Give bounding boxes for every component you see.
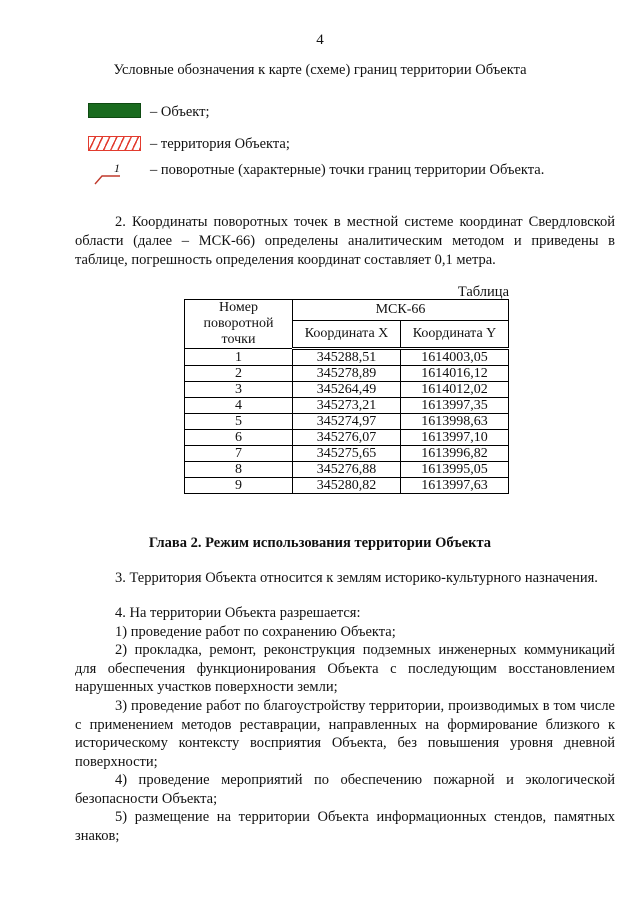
body-para-3: 3. Территория Объекта относится к землям историко-культурного назначения.: [115, 570, 598, 586]
table-row: [185, 366, 509, 382]
cell-n: 2: [185, 366, 293, 382]
table-row: [185, 349, 509, 366]
cell-y: 1613997,10: [401, 430, 509, 446]
cell-x: 345264,49: [293, 382, 401, 398]
body-item-5: 5) размещение на территории Объекта информационных стендов, памятных знаков;: [75, 809, 615, 844]
chapter-title: Глава 2. Режим использования территории Объекта: [148, 535, 492, 551]
cell-x: 345276,07: [293, 430, 401, 446]
cell-n: 5: [185, 414, 293, 430]
header-system: МСК-66: [293, 300, 509, 321]
body-item-4: 4) проведение мероприятий по обеспечению пожарной и экологической безопасности Объекта;: [75, 772, 615, 807]
body-item-1: 1) проведение работ по сохранению Объекта;: [115, 624, 396, 640]
cell-n: 4: [185, 398, 293, 414]
table-row: [185, 462, 509, 478]
cell-x: 345275,65: [293, 446, 401, 462]
cell-y: 1614003,05: [401, 349, 509, 366]
cell-x: 345288,51: [293, 349, 401, 366]
paragraph-2-text: 2. Координаты поворотных точек в местной системе координат Свердловской области (далее – МСК-66) определены аналитическим методом и приведены в таблице, погрешность определения координат составляет 0,1 метра.: [75, 214, 615, 268]
cell-y: 1613998,63: [401, 414, 509, 430]
legend-points-label: – поворотные (характерные) точки границ территории Объекта.: [150, 162, 545, 178]
table-caption: Таблица: [457, 284, 509, 300]
cell-x: 345274,97: [293, 414, 401, 430]
legend-title: Условные обозначения к карте (схеме) границ территории Объекта: [113, 62, 527, 78]
cell-n: 7: [185, 446, 293, 462]
cell-x: 345278,89: [293, 366, 401, 382]
cell-n: 8: [185, 462, 293, 478]
cell-n: 1: [185, 349, 293, 366]
header-point-number: Номер поворотной точки: [185, 300, 293, 349]
cell-n: 9: [185, 478, 293, 494]
turning-point-symbol-icon: [92, 160, 132, 188]
page-number: 4: [316, 32, 324, 48]
header-coord-x: Координата X: [293, 321, 401, 349]
green-fill-swatch-icon: [88, 103, 141, 118]
legend-territory-label: – территория Объекта;: [150, 136, 290, 152]
table-row: [185, 478, 509, 494]
cell-y: 1613996,82: [401, 446, 509, 462]
cell-y: 1614016,12: [401, 366, 509, 382]
legend-object-label: – Объект;: [150, 104, 210, 120]
cell-y: 1613995,05: [401, 462, 509, 478]
cell-x: 345273,21: [293, 398, 401, 414]
cell-n: 6: [185, 430, 293, 446]
table-row: [185, 446, 509, 462]
cell-n: 3: [185, 382, 293, 398]
body-item-3: 3) проведение работ по благоустройству территории, производимых в том числе с применением методов реставрации, направленных на формирование близкого к историческому контексту восприятия Объекта, без повышения уровня дневной поверхности;: [75, 698, 615, 770]
table-row: [185, 398, 509, 414]
cell-y: 1613997,63: [401, 478, 509, 494]
body-para-4: 4. На территории Объекта разрешается:: [115, 605, 361, 621]
body-item-2: 2) прокладка, ремонт, реконструкция подземных инженерных коммуникаций для обеспечения функционирования Объекта с последующим восстановлением нарушенных участков поверхности земли;: [75, 642, 615, 695]
coordinates-table: [184, 299, 509, 494]
paragraph-2: [75, 213, 615, 270]
cell-y: 1614012,02: [401, 382, 509, 398]
turning-point-marker: 1: [114, 161, 120, 175]
cell-y: 1613997,35: [401, 398, 509, 414]
header-coord-y: Координата Y: [401, 321, 509, 349]
cell-x: 345280,82: [293, 478, 401, 494]
red-hatch-swatch-icon: [88, 136, 141, 151]
table-row: [185, 382, 509, 398]
cell-x: 345276,88: [293, 462, 401, 478]
table-row: [185, 430, 509, 446]
table-row: [185, 414, 509, 430]
